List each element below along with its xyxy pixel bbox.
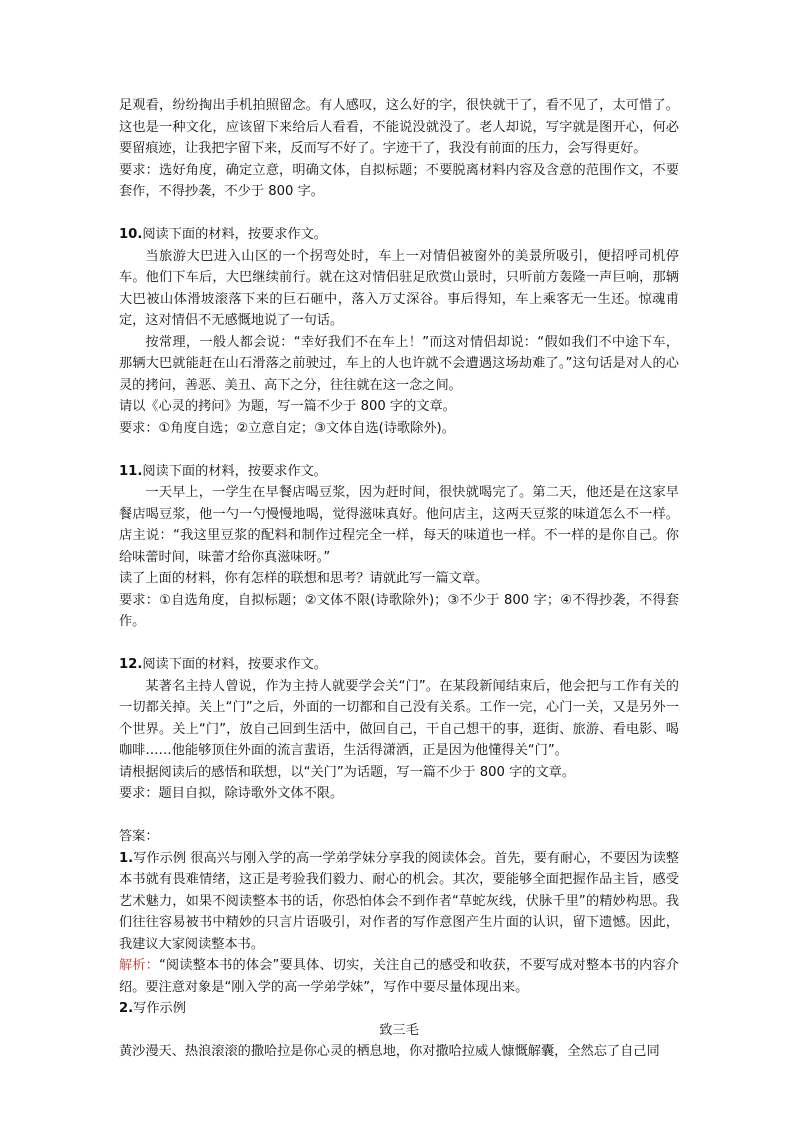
question-12-requirement: 要求：题目自拟，除诗歌外文体不限。 bbox=[119, 786, 344, 801]
answer-1: 1.写作示例 很高兴与刚入学的高一学弟学妹分享我的阅读体会。首先，要有耐心，不要因为读整本书就有畏难情绪，这正是考验我们毅力、耐心的机会。其次，要能够全面把握作品主旨，感受艺术魅力，如果不阅读整本书的话，你恐怕体会不到作者“草蛇灰线，伏脉千里”的精妙构思。我们往往容易被书中精妙的只言片语吸引，对作者的写作意图产生片面的认识，留下遗憾。因此，我建议大家阅读整本书。 bbox=[119, 850, 679, 952]
question-12-paragraph-1: 某著名主持人曾说，作为主持人就要学会关“门”。在某段新闻结束后，他会把与工作有关的一切都关掉。关上“门”之后，外面的一切都和自己没有关系。工作一完，心门一关，又是另外一个世界。关上“门”，放自己回到生活中，做回自己，干自己想干的事，逛街、旅游、看电影、喝咖啡……他能够顶住外面的流言蜚语，生活得潇洒，正是因为他懂得关“门”。 bbox=[119, 678, 679, 758]
question-11-requirement: 要求：①自选角度，自拟标题；②文体不限(诗歌除外)；③不少于 800 字；④不得抄袭，不得套作。 bbox=[119, 592, 679, 629]
answer-1-number: 1. bbox=[119, 850, 134, 866]
question-11-paragraph-1: 一天早上，一学生在早餐店喝豆浆，因为赶时间，很快就喝完了。第二天，他还是在这家早餐店喝豆浆，他一勺一勺慢慢地喝，觉得滋味真好。他问店主，这两天豆浆的味道怎么不一样。店主说：“我这里豆浆的配料和制作过程完全一样，每天的味道也一样。不一样的是你自己。你给味蕾时间，味蕾才给你真滋味呀。” bbox=[119, 485, 679, 565]
question-11-prompt: 读了上面的材料，你有怎样的联想和思考？请就此写一篇文章。 bbox=[119, 571, 489, 586]
question-10-number: 10. bbox=[119, 227, 143, 242]
analysis-label: 解析： bbox=[119, 958, 159, 973]
question-10-paragraph-1: 当旅游大巴进入山区的一个拐弯处时，车上一对情侣被窗外的美景所吸引，便招呼司机停车。他们下车后，大巴继续前行。就在这对情侣驻足欣赏山景时，只听前方轰隆一声巨响，那辆大巴被山体滑坡滚落下来的巨石砸中，落入万丈深谷。事后得知，车上乘客无一生还。惊魂甫定，这对情侣不无感慨地说了一句话。 bbox=[119, 248, 679, 328]
answer-2-essay-paragraph: 黄沙漫天、热浪滚滚的撒哈拉是你心灵的栖息地，你对撒哈拉威人慷慨解囊，全然忘了自己同 bbox=[119, 1044, 660, 1059]
question-12-title: 12.阅读下面的材料，按要求作文。 bbox=[119, 657, 327, 672]
answer-1-analysis: 解析：“阅读整本书的体会”要具体、切实，关注自己的感受和收获，不要写成对整本书的内容介绍。要注意对象是“刚入学的高一学弟学妹”，写作中要尽量体现出来。 bbox=[119, 958, 679, 995]
answers-heading: 答案： bbox=[119, 829, 159, 844]
intro-paragraph: 足观看，纷纷掏出手机拍照留念。有人感叹，这么好的字，很快就干了，看不见了，太可惜了。这也是一种文化，应该留下来给后人看看，不能说没就没了。老人却说，写字就是图开心，何必要留痕迹，让我把字留下来，反而写不好了。字迹干了，我没有前面的压力，会写得更好。 bbox=[119, 98, 679, 156]
question-11-number: 11. bbox=[119, 463, 143, 479]
question-11-title: 11.阅读下面的材料，按要求作文。 bbox=[119, 463, 327, 479]
intro-requirement: 要求：选好角度，确定立意，明确文体，自拟标题；不要脱离材料内容及含意的范围作文，不要套作，不得抄袭，不少于 800 字。 bbox=[119, 162, 679, 199]
question-12-prompt: 请根据阅读后的感悟和联想，以“关门”为话题，写一篇不少于 800 字的文章。 bbox=[119, 764, 576, 780]
question-10-requirement: 要求：①角度自选；②立意自定；③文体自选(诗歌除外)。 bbox=[119, 420, 455, 436]
question-12-number: 12. bbox=[119, 657, 143, 672]
question-10-paragraph-2: 按常理，一般人都会说：“幸好我们不在车上！”而这对情侣却说：“假如我们不中途下车，那辆大巴就能赶在山石滑落之前驶过，车上的人也许就不会遭遇这场劫难了。”这句话是对人的心灵的拷问，善恶、美丑、高下之分，往往就在这一念之间。 bbox=[119, 334, 679, 393]
answer-2: 2.写作示例 bbox=[119, 1001, 186, 1016]
document-page bbox=[119, 95, 679, 1063]
question-10-title: 10.阅读下面的材料，按要求作文。 bbox=[119, 227, 327, 242]
answer-2-essay-title: 致三毛 bbox=[379, 1022, 419, 1038]
answer-2-number: 2. bbox=[119, 1001, 134, 1016]
question-10-prompt: 请以《心灵的拷问》为题，写一篇不少于 800 字的文章。 bbox=[119, 399, 456, 414]
